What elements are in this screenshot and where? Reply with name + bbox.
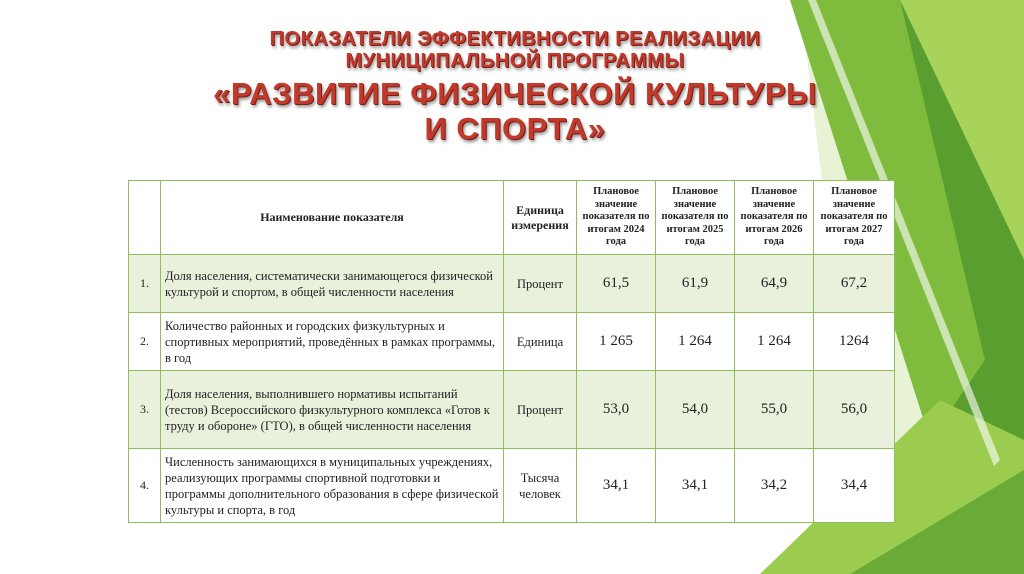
table-row <box>129 449 895 523</box>
value-2025: 1 264 <box>656 313 735 371</box>
value-2024: 53,0 <box>577 371 656 449</box>
header-num <box>129 181 161 255</box>
unit-cell: Тысяча человек <box>504 449 577 523</box>
header-name: Наименование показателя <box>161 181 504 255</box>
value-2026: 64,9 <box>735 255 814 313</box>
value-2024: 1 265 <box>577 313 656 371</box>
value-2027: 67,2 <box>814 255 895 313</box>
table-row <box>129 371 895 449</box>
indicators-table <box>128 180 895 523</box>
value-2024: 34,1 <box>577 449 656 523</box>
value-2026: 1 264 <box>735 313 814 371</box>
unit-cell: Процент <box>504 255 577 313</box>
table-header-row <box>129 181 895 255</box>
indicator-name: Численность занимающихся в муниципальных учреждениях, реализующих программы спортивной подготовки и программы дополнительного образования в сфере физической культуры и спорта, в год <box>161 449 504 523</box>
title-line-3: «РАЗВИТИЕ ФИЗИЧЕСКОЙ КУЛЬТУРЫ <box>213 76 817 111</box>
title-line-1: ПОКАЗАТЕЛИ ЭФФЕКТИВНОСТИ РЕАЛИЗАЦИИ <box>269 28 761 50</box>
header-plan-2024: Плановое значение показателя по итогам 2024 года <box>577 181 656 255</box>
value-2026: 34,2 <box>735 449 814 523</box>
header-unit: Единица измерения <box>504 181 577 255</box>
indicator-name: Доля населения, выполнившего нормативы испытаний (тестов) Всероссийского физкультурного комплекса «Готов к труду и обороне» (ГТО), в общей численности населения <box>161 371 504 449</box>
title-line-4: И СПОРТА» <box>424 111 606 146</box>
indicators-table-container <box>128 180 895 523</box>
unit-cell: Процент <box>504 371 577 449</box>
value-2026: 55,0 <box>735 371 814 449</box>
indicator-name: Количество районных и городских физкультурных и спортивных мероприятий, проведённых в рамках программы, в год <box>161 313 504 371</box>
row-number: 4. <box>129 449 161 523</box>
header-plan-2026: Плановое значение показателя по итогам 2026 года <box>735 181 814 255</box>
value-2027: 56,0 <box>814 371 895 449</box>
header-plan-2025: Плановое значение показателя по итогам 2025 года <box>656 181 735 255</box>
table-row <box>129 255 895 313</box>
row-number: 3. <box>129 371 161 449</box>
header-plan-2027: Плановое значение показателя по итогам 2027 года <box>814 181 895 255</box>
value-2024: 61,5 <box>577 255 656 313</box>
row-number: 2. <box>129 313 161 371</box>
title-line-2: МУНИЦИПАЛЬНОЙ ПРОГРАММЫ <box>345 50 685 72</box>
value-2027: 34,4 <box>814 449 895 523</box>
indicator-name: Доля населения, систематически занимающегося физической культурой и спортом, в общей численности населения <box>161 255 504 313</box>
value-2025: 54,0 <box>656 371 735 449</box>
value-2025: 34,1 <box>656 449 735 523</box>
unit-cell: Единица <box>504 313 577 371</box>
row-number: 1. <box>129 255 161 313</box>
value-2025: 61,9 <box>656 255 735 313</box>
value-2027: 1264 <box>814 313 895 371</box>
table-row <box>129 313 895 371</box>
